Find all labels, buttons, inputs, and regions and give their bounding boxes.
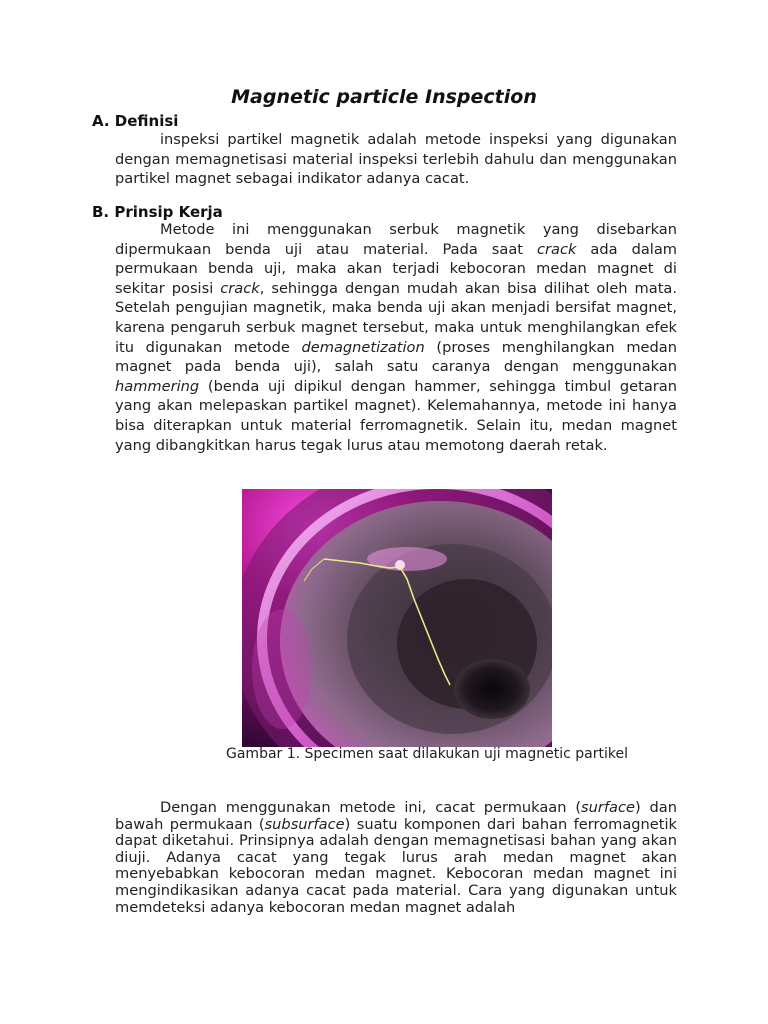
section-c-em-subsurface: subsurface [264,815,345,833]
section-a-text: inspeksi partikel magnetik adalah metode inspeksi yang digunakan dengan memagnetisasi material inspeksi terlebih dahulu dan menggunakan partikel magnet sebagai indikator adanya cacat. [115,131,677,188]
section-b-text-5: (benda uji dipikul dengan hammer, sehingga timbul getaran yang akan melepaskan partikel magnet). Kelemahannya, metode ini hanya bisa diterapkan untuk material ferromagnetik. Selain itu, medan magnet yang dibangkitkan harus tegak lurus atau memotong daerah retak. [115,377,677,454]
figure-caption: Gambar 1. Specimen saat dilakukan uji magnetic partikel [226,746,628,762]
section-c-text-3: ) suatu komponen dari bahan ferromagnetik dapat diketahui. Prinsipnya adalah dengan memagnetisasi bahan yang akan diuji. Adanya cacat yang tegak lurus arah medan magnet akan menyebabkan kebocoran medan magnet. Kebocoran medan magnet ini mengindikasikan adanya cacat pada material. Cara yang digunakan untuk memdeteksi adanya kebocoran medan magnet adalah [115,815,678,916]
section-b-em-crack-2: crack [220,279,260,297]
specimen-photo-illustration [242,489,552,747]
section-b-text-4: (proses menghilangkan medan magnet pada benda uji), salah satu caranya dengan menggunakan [115,338,677,376]
section-a-paragraph [115,130,677,189]
section-c-em-surface: surface [581,799,635,816]
section-b-em-demagnetization: demagnetization [301,338,425,356]
section-c-paragraph [115,800,677,916]
section-a-heading: A. Definisi [92,112,179,130]
section-b-paragraph [115,220,677,455]
section-b-heading: B. Prinsip Kerja [92,203,223,221]
section-c-text-2: ) dan bawah permukaan ( [115,799,677,833]
specimen-photo [242,489,552,747]
section-b-text-2: ada dalam permukaan benda uji, maka akan terjadi kebocoran medan magnet di sekitar posisi [115,240,677,297]
section-b-text-3: , sehingga dengan mudah akan bisa dilihat oleh mata. Setelah pengujian magnetik, maka benda uji akan menjadi bersifat magnet, karena pengaruh serbuk magnet tersebut, maka untuk menghilangkan efek itu digunakan metode [115,279,678,356]
section-b-em-hammering: hammering [115,377,200,395]
section-c-text-1: Dengan menggunakan metode ini, cacat permukaan ( [160,799,582,816]
section-b-em-crack-1: crack [536,240,577,258]
document-title: Magnetic particle Inspection [231,86,537,108]
section-b-text-1: Metode ini menggunakan serbuk magnetik yang disebarkan dipermukaan benda uji atau material. Pada saat [115,221,677,258]
